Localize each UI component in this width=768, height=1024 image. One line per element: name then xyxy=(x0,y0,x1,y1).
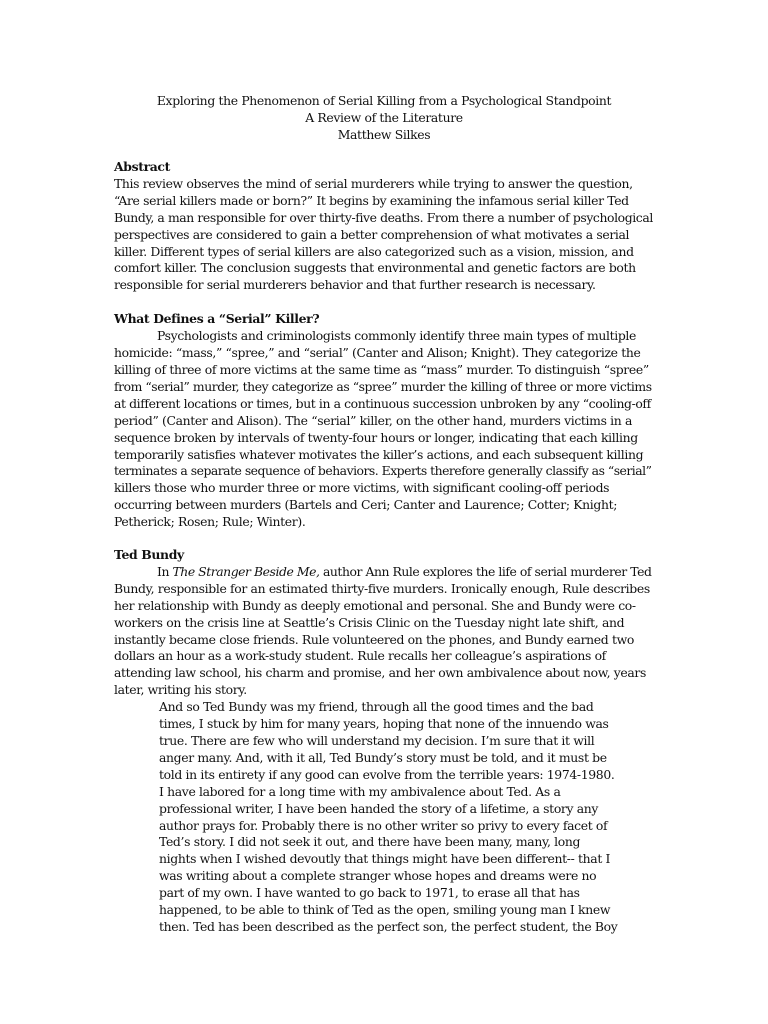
ted-bundy-first-line-prefix: In xyxy=(157,563,173,579)
ted-bundy-line: dollars an hour as a work-study student. Rule recalls her colleague’s aspirations of xyxy=(114,648,606,664)
serial-killer-line: terminates a separate sequence of behaviors. Experts therefore generally classify as “serial” xyxy=(114,463,652,479)
abstract-line: killer. Different types of serial killers are also categorized such as a vision, mission, and xyxy=(114,243,634,259)
serial-killer-line: period” (Canter and Alison). The “serial” killer, on the other hand, murders victims in a xyxy=(114,412,633,428)
abstract-line: comfort killer. The conclusion suggests that environmental and genetic factors are both xyxy=(114,260,636,276)
ted-bundy-paragraph xyxy=(114,564,654,699)
serial-killer-line: Petherick; Rosen; Rule; Winter). xyxy=(114,514,306,530)
abstract-line: perspectives are considered to gain a better comprehension of what motivates a serial xyxy=(114,226,630,242)
serial-killer-first-line: Psychologists and criminologists commonly identify three main types of multiple xyxy=(157,328,637,344)
serial-killer-line: temporarily satisfies whatever motivates the killer’s actions, and each subsequent killing xyxy=(114,446,644,462)
abstract-line: This review observes the mind of serial murderers while trying to answer the question, xyxy=(114,175,633,191)
serial-killer-paragraph xyxy=(114,328,654,531)
quote-line: true. There are few who will understand my decision. I’m sure that it will xyxy=(159,733,595,748)
ted-bundy-line: instantly became close friends. Rule volunteered on the phones, and Bundy earned two xyxy=(114,631,634,647)
quote-line: author prays for. Probably there is no other writer so privy to every facet of xyxy=(159,817,608,833)
abstract-line: Bundy, a man responsible for over thirty-five deaths. From there a number of psychological xyxy=(114,209,653,225)
ted-bundy-line: workers on the crisis line at Seattle’s Crisis Clinic on the Tuesday night late shift, and xyxy=(114,614,625,630)
serial-killer-line: killers those who murder three or more victims, with significant cooling-off periods xyxy=(114,480,610,496)
document-author: Matthew Silkes xyxy=(337,126,431,142)
block-quote xyxy=(114,699,654,936)
quote-line: happened, to be able to think of Ted as the open, smiling young man I knew xyxy=(159,902,611,918)
abstract-line: “Are serial killers made or born?” It begins by examining the infamous serial killer Ted xyxy=(114,192,629,208)
ted-bundy-line: Bundy, responsible for an estimated thirty-five murders. Ironically enough, Rule describes xyxy=(114,580,650,596)
serial-killer-line: homicide: “mass,” “spree,” and “serial” (Canter and Alison; Knight). They categorize the xyxy=(114,345,641,361)
abstract-line: responsible for serial murderers behavior and that further research is necessary. xyxy=(114,277,596,293)
serial-killer-line: occurring between murders (Bartels and Ceri; Canter and Laurence; Cotter; Knight; xyxy=(114,497,618,513)
quote-line: And so Ted Bundy was my friend, through all the good times and the bad xyxy=(159,699,594,715)
serial-killer-line: killing of three of more victims at the same time as “mass” murder. To distinguish “spree” xyxy=(114,361,649,377)
ted-bundy-line: later, writing his story. xyxy=(114,682,247,698)
quote-line: nights when I wished devoutly that things might have been different-- that I xyxy=(159,851,611,867)
book-title: The Stranger Beside Me, xyxy=(172,563,320,579)
serial-killer-heading: What Defines a “Serial” Killer? xyxy=(114,311,320,327)
document-subtitle: A Review of the Literature xyxy=(305,109,463,125)
abstract-paragraph xyxy=(114,176,654,294)
quote-line: times, I stuck by him for many years, hoping that none of the innuendo was xyxy=(159,716,609,732)
quote-line: told in its entirety if any good can evolve from the terrible years: 1974-1980. xyxy=(159,766,615,782)
serial-killer-line: from “serial” murder, they categorize as “spree” murder the killing of three or more victims xyxy=(114,378,652,394)
serial-killer-line: sequence broken by intervals of twenty-four hours or longer, indicating that each killing xyxy=(114,429,638,445)
quote-line: then. Ted has been described as the perfect son, the perfect student, the Boy xyxy=(159,918,618,934)
document-title-block xyxy=(114,93,654,144)
serial-killer-line: at different locations or times, but in a continuous succession unbroken by any “cooling-off xyxy=(114,395,651,411)
document-body xyxy=(114,159,654,936)
quote-line: anger many. And, with it all, Ted Bundy’s story must be told, and it must be xyxy=(159,749,607,765)
quote-line: I have labored for a long time with my ambivalence about Ted. As a xyxy=(159,783,561,799)
ted-bundy-first-line-suffix: author Ann Rule explores the life of serial murderer Ted xyxy=(319,563,652,579)
ted-bundy-heading: Ted Bundy xyxy=(114,547,184,563)
ted-bundy-line: attending law school, his charm and promise, and her own ambivalence about now, years xyxy=(114,665,647,681)
quote-line: professional writer, I have been handed the story of a lifetime, a story any xyxy=(159,800,599,816)
ted-bundy-first-line xyxy=(114,564,654,581)
quote-line: Ted’s story. I did not seek it out, and there have been many, many, long xyxy=(159,834,581,850)
ted-bundy-line: her relationship with Bundy as deeply emotional and personal. She and Bundy were co- xyxy=(114,597,636,613)
abstract-heading: Abstract xyxy=(114,159,171,174)
quote-line: part of my own. I have wanted to go back to 1971, to erase all that has xyxy=(159,885,580,901)
quote-line: was writing about a complete stranger whose hopes and dreams were no xyxy=(159,868,597,884)
document-title: Exploring the Phenomenon of Serial Killing from a Psychological Standpoint xyxy=(156,93,612,108)
